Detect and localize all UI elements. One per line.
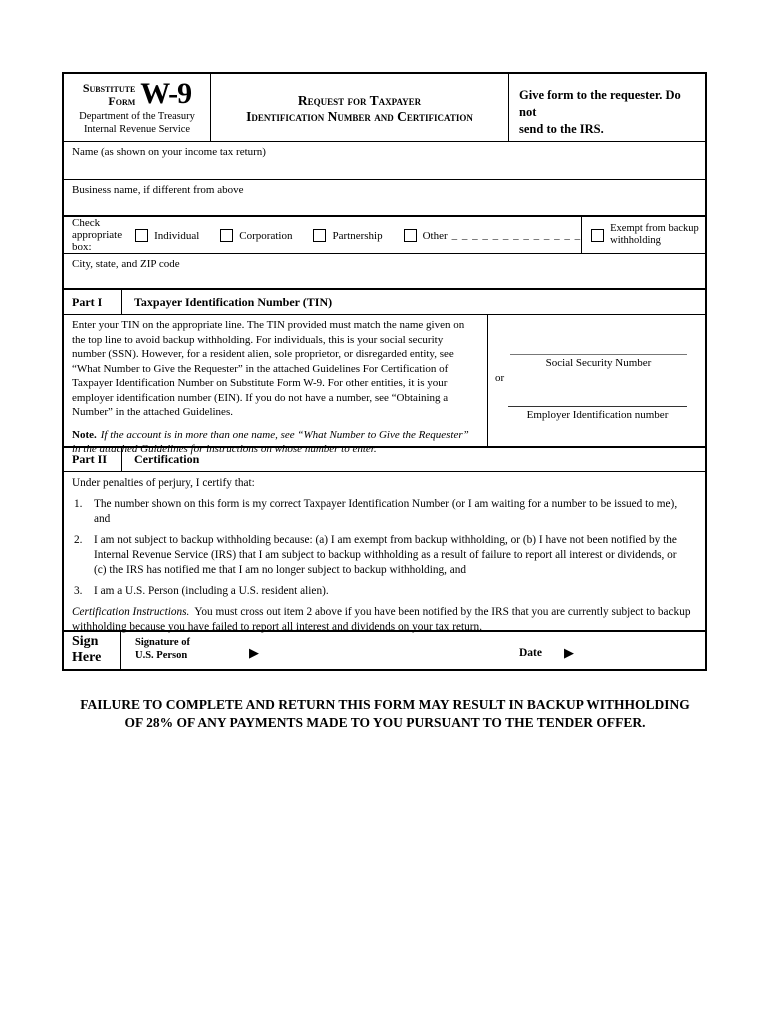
ssn-entry[interactable] — [510, 354, 687, 369]
other-checkbox[interactable] — [404, 229, 417, 242]
tin-entry-area — [488, 315, 705, 446]
date-label: Date — [519, 647, 542, 659]
partnership-checkbox[interactable] — [313, 229, 326, 242]
city-state-zip-field[interactable] — [64, 254, 705, 290]
signature-of-us-person-label — [135, 636, 190, 662]
form-word-label: Form — [108, 94, 136, 108]
item3-number: 3. — [74, 585, 83, 597]
requester-instruction — [508, 74, 705, 141]
part1-header — [64, 290, 705, 315]
item1-number: 1. — [74, 498, 83, 510]
note-label: Note. — [72, 428, 97, 441]
backup-withholding-warning — [0, 696, 770, 732]
entity-type-row — [64, 217, 705, 254]
certification-item-3 — [72, 584, 691, 599]
agency-block — [64, 111, 210, 136]
part2-body — [64, 472, 705, 632]
sign-word: Sign — [72, 634, 99, 649]
sign-here-row — [64, 632, 705, 669]
item2-number: 2. — [74, 534, 83, 546]
form-identity-block — [64, 74, 211, 141]
note-text: If the account is in more than one name, see “What Number to Give the Requester” in the attached Guidelines for instructions on whose number to enter. — [72, 428, 469, 455]
part1-body — [64, 315, 705, 455]
substitute-label: Substitute — [82, 81, 136, 95]
substitute-form-block — [64, 77, 210, 110]
date-arrow-icon: ▶ — [564, 645, 574, 660]
part1-instructions — [64, 315, 488, 455]
partnership-label: Partnership — [332, 229, 383, 242]
agency-line1: Department of the Treasury — [79, 111, 195, 122]
warning-line2: OF 28% OF ANY PAYMENTS MADE TO YOU PURSUANT TO THE TENDER OFFER. — [124, 715, 646, 730]
entity-option-partnership — [313, 229, 382, 242]
certification-item-2 — [72, 533, 691, 578]
other-write-in-line[interactable]: _ _ _ _ _ _ _ _ _ _ _ _ _ — [451, 229, 582, 241]
part1-label: Part I — [64, 290, 122, 314]
corporation-label: Corporation — [239, 229, 293, 242]
certification-instructions — [72, 605, 691, 635]
w9-form-table — [62, 72, 707, 671]
ssn-label: Social Security Number — [545, 357, 652, 369]
exempt-backup-withholding-option — [581, 217, 706, 253]
entity-type-group — [64, 217, 581, 253]
business-name-label: Business name, if different from above — [72, 184, 244, 196]
check-appropriate-box-label: Check appropriate box: — [72, 217, 123, 253]
city-state-zip-label: City, state, and ZIP code — [72, 258, 180, 270]
form-number: W-9 — [140, 77, 192, 110]
certification-intro: Under penalties of perjury, I certify that: — [72, 477, 255, 489]
warning-line1: FAILURE TO COMPLETE AND RETURN THIS FORM MAY RESULT IN BACKUP WITHHOLDING — [80, 697, 690, 712]
business-name-field[interactable] — [64, 180, 705, 217]
entity-option-individual — [135, 229, 199, 242]
form-title-line2: Identification Number and Certification — [246, 109, 473, 124]
item3-text: I am a U.S. Person (including a U.S. resident alien). — [94, 585, 329, 597]
other-label: Other — [422, 229, 448, 242]
form-header-row — [64, 74, 705, 142]
us-person-line: U.S. Person — [135, 650, 188, 661]
requester-instruction-line1: Give form to the requester. Do not — [519, 88, 681, 119]
form-title-line1: Request for Taxpayer — [297, 93, 422, 108]
entity-option-corporation — [220, 229, 292, 242]
ein-label: Employer Identification number — [526, 409, 669, 421]
here-word: Here — [72, 650, 102, 665]
part2-label: Part II — [64, 448, 122, 471]
or-label: or — [495, 372, 505, 384]
name-field[interactable] — [64, 142, 705, 180]
certification-instructions-label: Certification Instructions. — [72, 606, 190, 618]
sign-here-label — [64, 632, 121, 669]
ein-entry[interactable] — [508, 406, 687, 421]
exempt-checkbox[interactable] — [591, 229, 604, 242]
item1-text: The number shown on this form is my correct Taxpayer Identification Number (or I am waiting for a number to be issued to me), and — [94, 498, 678, 525]
corporation-checkbox[interactable] — [220, 229, 233, 242]
signature-area[interactable] — [121, 632, 705, 669]
signature-arrow-icon: ▶ — [249, 645, 259, 660]
part2-title: Certification — [134, 452, 200, 466]
agency-line2: Internal Revenue Service — [83, 123, 191, 135]
entity-option-other — [404, 229, 448, 242]
item2-text: I am not subject to backup withholding because: (a) I am exempt from backup withholding, or (b) I have not been notified by the Internal Revenue Service (IRS) that I am subject to backup withholding as a result of failure to report all interest or dividends, or (c) the IRS has notified me that I am no longer subject to backup withholding, and — [94, 534, 677, 576]
substitute-form-labels — [83, 80, 135, 108]
name-label: Name (as shown on your income tax return) — [72, 146, 266, 158]
individual-checkbox[interactable] — [135, 229, 148, 242]
certification-instructions-text: You must cross out item 2 above if you have been notified by the IRS that you are currently subject to backup withholding because you have failed to report all interest and dividends on your tax return. — [72, 606, 691, 633]
signature-of-line: Signature of — [135, 637, 190, 648]
part1-paragraph: Enter your TIN on the appropriate line. The TIN provided must match the name given on the top line to avoid backup withholding. For individuals, this is your social security number (SSN). However, for a resident alien, sole proprietor, or disregarded entity, see “What Number to Give the Requester” in the attached Guidelines For Certification of Taxpayer Identification Number on Substitute Form W-9. For other entities, it is your employer identification number (EIN). If you do not have a number, see “Obtaining a Number” in the attached Guidelines. — [72, 319, 465, 418]
individual-label: Individual — [154, 229, 200, 242]
exempt-label: Exempt from backup withholding — [610, 223, 699, 246]
certification-item-1 — [72, 497, 691, 527]
requester-instruction-line2: send to the IRS. — [519, 122, 604, 136]
part1-title: Taxpayer Identification Number (TIN) — [134, 294, 333, 309]
form-title — [211, 74, 508, 141]
